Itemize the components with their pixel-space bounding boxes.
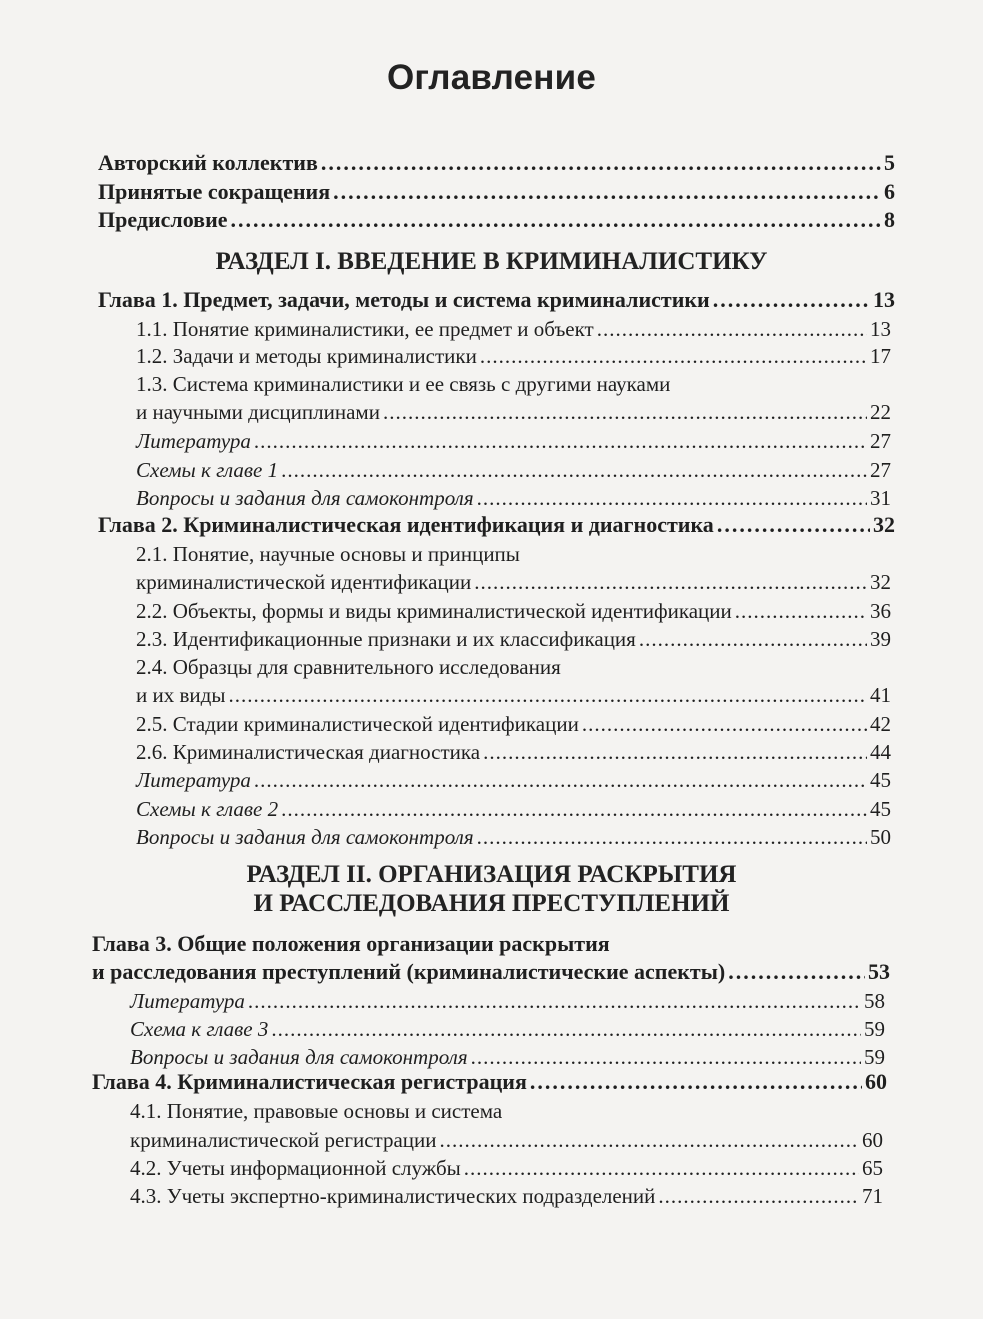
section-heading-line2: И РАССЛЕДОВАНИЯ ПРЕСТУПЛЕНИЙ	[253, 890, 730, 917]
toc-entry-title: и их виды	[136, 683, 226, 707]
toc-entry-page: 13	[870, 317, 891, 341]
toc-entry-page: 45	[870, 797, 891, 821]
toc-entry-title: Принятые сокращения	[98, 179, 331, 204]
toc-entry-page: 27	[870, 458, 891, 482]
toc-entry-title: 2.5. Стадии криминалистической идентификации	[136, 712, 579, 736]
chapter-title: и расследования преступлений (криминалистические аспекты)	[92, 959, 726, 984]
section-heading: РАЗДЕЛ II. ОРГАНИЗАЦИЯ РАСКРЫТИЯ	[246, 861, 737, 888]
toc-entry-page: 8	[884, 207, 895, 232]
toc-entry	[136, 767, 891, 793]
leader-dots	[658, 1183, 859, 1209]
toc-entry-title: Литература	[130, 989, 245, 1013]
toc-entry-page: 27	[870, 429, 891, 453]
leader-dots	[735, 598, 867, 624]
leader-dots	[717, 512, 870, 538]
toc-entry-page: 65	[862, 1156, 883, 1180]
toc-entry-page: 44	[870, 740, 891, 764]
leader-dots	[728, 959, 865, 985]
toc-entry	[136, 682, 891, 708]
toc-entry	[136, 598, 891, 624]
chapter-entry	[92, 959, 890, 985]
chapter-title: Глава 4. Криминалистическая регистрация	[92, 1069, 527, 1094]
page-title: Оглавление	[386, 58, 597, 97]
toc-entry	[98, 179, 895, 205]
toc-entry	[136, 824, 891, 850]
toc-entry-title: Вопросы и задания для самоконтроля	[136, 825, 474, 849]
toc-entry-line1: 2.1. Понятие, научные основы и принципы	[136, 542, 520, 566]
toc-entry	[136, 399, 891, 425]
leader-dots	[439, 1127, 859, 1153]
toc-entry	[136, 796, 891, 822]
leader-dots	[248, 988, 861, 1014]
toc-entry-page: 31	[870, 486, 891, 510]
toc-entry	[136, 457, 891, 483]
toc-entry-page: 5	[884, 150, 895, 175]
toc-entry-page: 6	[884, 179, 895, 204]
toc-entry-title: Литература	[136, 768, 251, 792]
toc-entry-title: 2.2. Объекты, формы и виды криминалистической идентификации	[136, 599, 732, 623]
toc-entry-title: 4.3. Учеты экспертно-криминалистических подразделений	[130, 1184, 656, 1208]
leader-dots	[281, 796, 867, 822]
toc-entry-page: 60	[862, 1128, 883, 1152]
chapter-page: 53	[868, 959, 890, 984]
toc-entry-page: 59	[864, 1017, 885, 1041]
chapter-title-line1: Глава 3. Общие положения организации раскрытия	[92, 931, 610, 956]
chapter-page: 32	[873, 512, 895, 537]
leader-dots	[474, 569, 867, 595]
leader-dots	[464, 1155, 859, 1181]
toc-entry-title: 2.3. Идентификационные признаки и их классификация	[136, 627, 636, 651]
toc-entry-page: 71	[862, 1184, 883, 1208]
leader-dots	[471, 1044, 861, 1070]
toc-entry-title: Вопросы и задания для самоконтроля	[130, 1045, 468, 1069]
toc-entry	[136, 485, 891, 511]
toc-entry-title: Авторский коллектив	[98, 150, 318, 175]
toc-entry-title: Схема к главе 3	[130, 1017, 269, 1041]
toc-entry-title: Литература	[136, 429, 251, 453]
leader-dots	[483, 739, 867, 765]
toc-entry-page: 17	[870, 344, 891, 368]
toc-entry	[130, 1044, 885, 1070]
leader-dots	[254, 428, 867, 454]
toc-entry-page: 36	[870, 599, 891, 623]
toc-entry-page: 22	[870, 400, 891, 424]
toc-entry	[98, 150, 895, 176]
toc-entry	[130, 1127, 883, 1153]
toc-entry	[130, 1183, 883, 1209]
toc-entry	[136, 739, 891, 765]
toc-entry-page: 41	[870, 683, 891, 707]
toc-entry	[136, 569, 891, 595]
toc-entry	[98, 207, 895, 233]
chapter-title: Глава 1. Предмет, задачи, методы и система криминалистики	[98, 287, 710, 312]
chapter-entry	[98, 287, 895, 313]
leader-dots	[321, 150, 881, 176]
toc-entry	[136, 428, 891, 454]
toc-entry-line1: 4.1. Понятие, правовые основы и система	[130, 1099, 503, 1123]
toc-entry-page: 58	[864, 989, 885, 1013]
toc-entry-title: Схемы к главе 2	[136, 797, 279, 821]
toc-entry-title: 4.2. Учеты информационной службы	[130, 1156, 461, 1180]
leader-dots	[333, 179, 881, 205]
toc-entry-title: криминалистической регистрации	[130, 1128, 437, 1152]
toc-entry-title: криминалистической идентификации	[136, 570, 472, 594]
leader-dots	[271, 1016, 861, 1042]
toc-entry	[136, 343, 891, 369]
chapter-title: Глава 2. Криминалистическая идентификация и диагностика	[98, 512, 714, 537]
toc-entry-title: 1.2. Задачи и методы криминалистики	[136, 344, 477, 368]
toc-entry-page: 50	[870, 825, 891, 849]
leader-dots	[228, 682, 867, 708]
chapter-page: 60	[865, 1069, 887, 1094]
leader-dots	[597, 316, 867, 342]
leader-dots	[477, 485, 867, 511]
toc-entry-page: 39	[870, 627, 891, 651]
leader-dots	[582, 711, 867, 737]
toc-entry-title: Вопросы и задания для самоконтроля	[136, 486, 474, 510]
chapter-entry	[92, 1069, 887, 1095]
leader-dots	[383, 399, 867, 425]
leader-dots	[231, 207, 881, 233]
toc-entry-line1: 2.4. Образцы для сравнительного исследования	[136, 655, 561, 679]
toc-entry-title: Схемы к главе 1	[136, 458, 279, 482]
toc-entry-title: и научными дисциплинами	[136, 400, 380, 424]
section-heading: РАЗДЕЛ I. ВВЕДЕНИЕ В КРИМИНАЛИСТИКУ	[215, 248, 768, 275]
toc-entry-page: 59	[864, 1045, 885, 1069]
leader-dots	[713, 287, 870, 313]
toc-entry	[136, 316, 891, 342]
toc-entry-page: 42	[870, 712, 891, 736]
chapter-entry	[98, 512, 895, 538]
toc-entry-title: Предисловие	[98, 207, 228, 232]
toc-entry-page: 32	[870, 570, 891, 594]
toc-entry-title: 2.6. Криминалистическая диагностика	[136, 740, 481, 764]
leader-dots	[480, 343, 867, 369]
toc-entry-line1: 1.3. Система криминалистики и ее связь с другими науками	[136, 372, 671, 396]
leader-dots	[477, 824, 867, 850]
toc-entry	[130, 1155, 883, 1181]
leader-dots	[639, 626, 867, 652]
leader-dots	[530, 1069, 862, 1095]
chapter-page: 13	[873, 287, 895, 312]
toc-entry	[130, 988, 885, 1014]
toc-entry-title: 1.1. Понятие криминалистики, ее предмет и объект	[136, 317, 594, 341]
toc-entry	[130, 1016, 885, 1042]
toc-entry	[136, 711, 891, 737]
leader-dots	[281, 457, 867, 483]
toc-entry	[136, 626, 891, 652]
toc-entry-page: 45	[870, 768, 891, 792]
leader-dots	[254, 767, 867, 793]
